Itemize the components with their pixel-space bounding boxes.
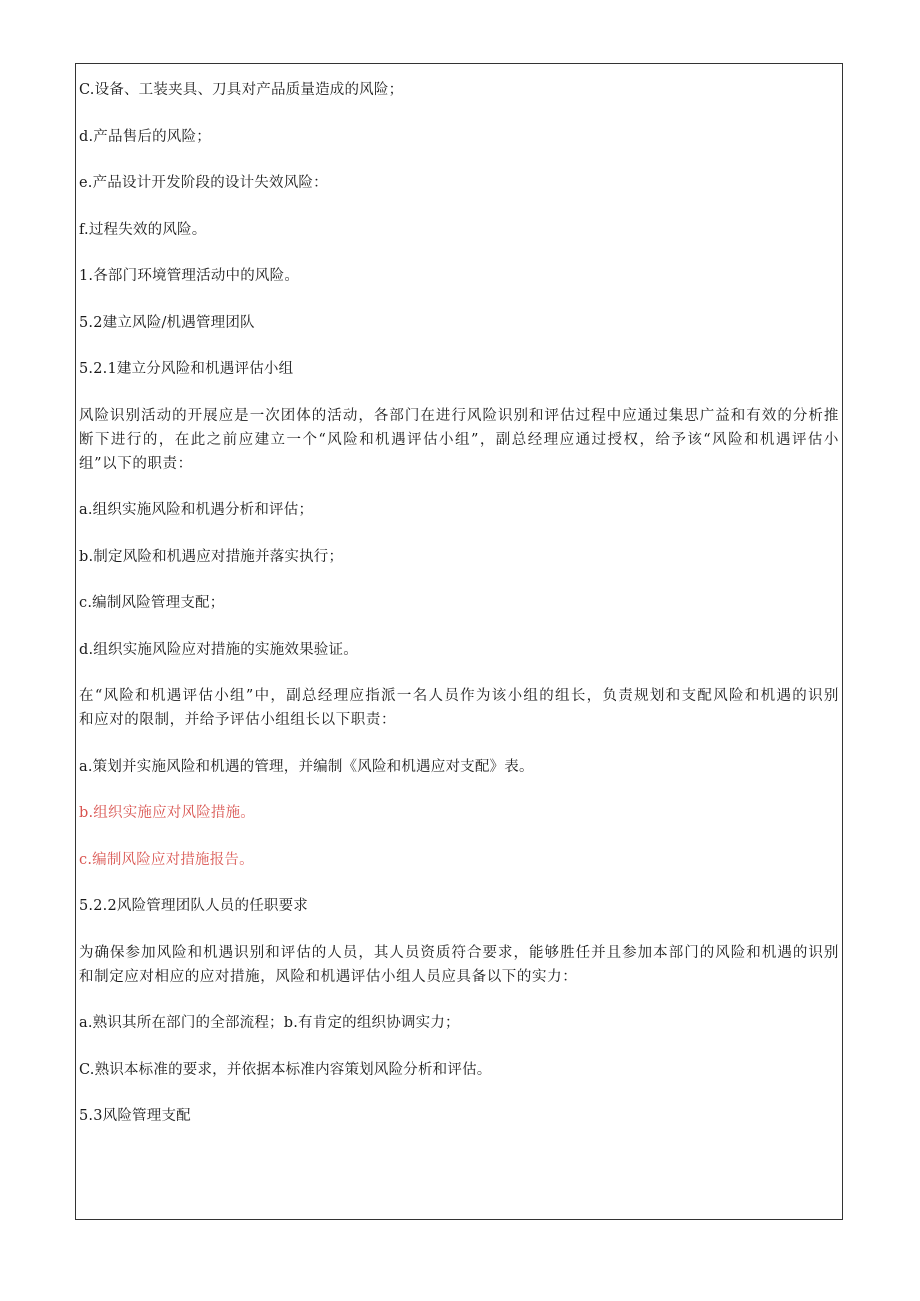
leader-duty-a: a.策划并实施风险和机遇的管理，并编制《风险和机遇应对支配》表。 xyxy=(79,758,534,775)
duty-item-a: a.组织实施风险和机遇分析和评估； xyxy=(79,502,314,518)
paragraph-line: 风险识别活动的开展应是一次团体的活动，各部门在进行风险识别和评估过程中应通过集思广益和有效的分析推 xyxy=(79,407,839,424)
document-body xyxy=(79,78,839,1128)
section-heading-5-2-2: 5.2.2风险管理团队人员的任职要求 xyxy=(79,898,308,914)
section-heading-5-2: 5.2建立风险/机遇管理团队 xyxy=(79,314,255,331)
leader-paragraph xyxy=(79,684,839,732)
duty-item-b: b.制定风险和机遇应对措施并落实执行； xyxy=(79,548,344,565)
leader-duty-c: c.编制风险应对措施报告。 xyxy=(79,851,254,868)
risk-item-e: e.产品设计开发阶段的设计失效风险： xyxy=(79,175,328,191)
risk-item-d: d.产品售后的风险； xyxy=(79,128,211,145)
section-heading-5-3: 5.3风险管理支配 xyxy=(79,1108,191,1124)
section-heading-5-2-1: 5.2.1建立分风险和机遇评估小组 xyxy=(79,361,294,377)
requirement-item-ab: a.熟识其所在部门的全部流程；b.有肯定的组织协调实力； xyxy=(79,1015,460,1031)
paragraph-line: 和制定应对相应的应对措施，风险和机遇评估小组人员应具备以下的实力： xyxy=(79,968,578,985)
duty-item-c: c.编制风险管理支配； xyxy=(79,595,225,611)
requirement-item-c: C.熟识本标准的要求，并依据本标准内容策划风险分析和评估。 xyxy=(79,1061,492,1078)
paragraph-line: 在“风险和机遇评估小组”中，副总经理应指派一名人员作为该小组的组长，负责规划和支配风险和机遇的识别 xyxy=(79,688,839,704)
paragraph-line: 断下进行的，在此之前应建立一个“风险和机遇评估小组”，副总经理应通过授权，给予该“风险和机遇评估小 xyxy=(79,431,839,448)
document-frame xyxy=(75,63,843,1220)
risk-item-1: 1.各部门环境管理活动中的风险。 xyxy=(79,268,300,284)
leader-duty-b: b.组织实施应对风险措施。 xyxy=(79,805,255,821)
duty-item-d: d.组织实施风险应对措施的实施效果验证。 xyxy=(79,641,358,658)
risk-item-f: f.过程失效的风险。 xyxy=(79,221,207,238)
team-intro-paragraph xyxy=(79,404,839,476)
risk-item-c: C.设备、工装夹具、刀具对产品质量造成的风险； xyxy=(79,82,404,98)
paragraph-line: 和应对的限制，并给予评估小组组长以下职责： xyxy=(79,712,397,728)
paragraph-line: 组”以下的职责： xyxy=(79,455,193,472)
qualification-paragraph xyxy=(79,941,839,989)
paragraph-line: 为确保参加风险和机遇识别和评估的人员，其人员资质符合要求，能够胜任并且参加本部门的风险和机遇的识别 xyxy=(79,944,839,961)
